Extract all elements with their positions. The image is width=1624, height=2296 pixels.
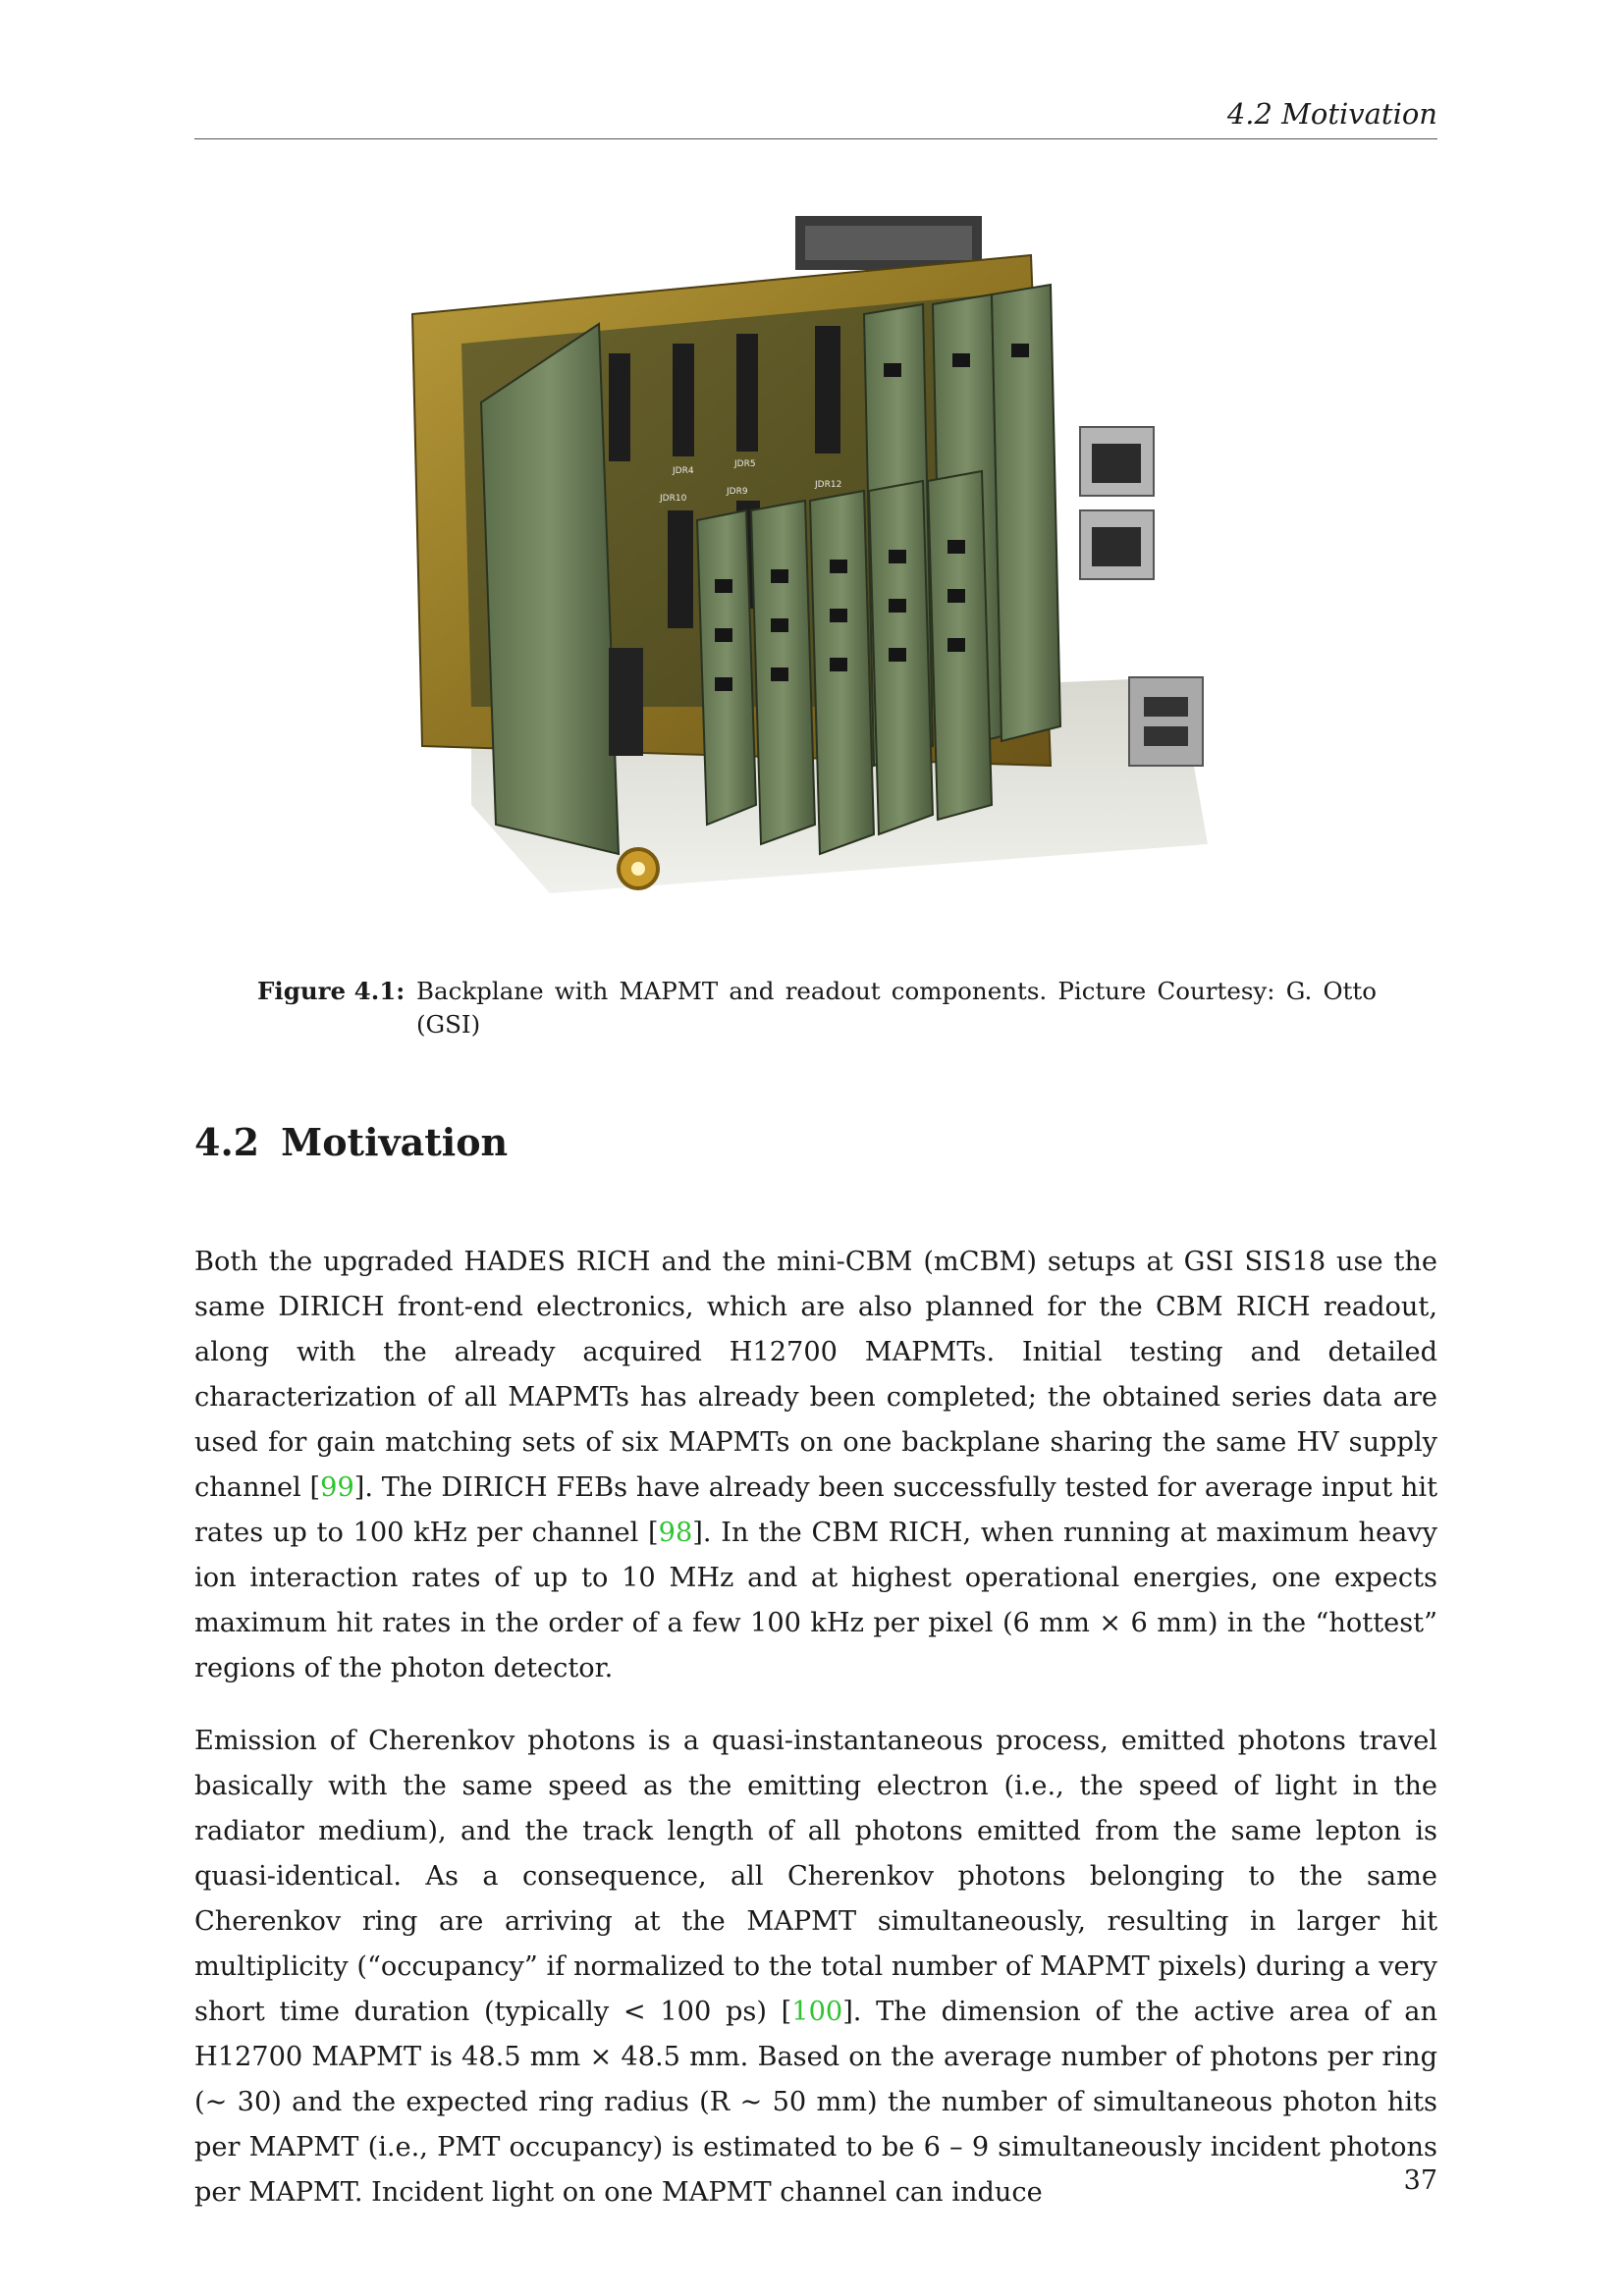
ethernet-ports [1080,427,1154,579]
citation-link[interactable]: 98 [658,1518,693,1548]
figure-photo-backplane [403,216,1235,923]
left-side-board [481,324,619,854]
paragraph-2 [194,1719,1437,2216]
running-header: 4.2 Motivation [1226,97,1437,131]
figure-caption-text: Backplane with MAPMT and readout components. Picture Courtesy: G. Otto (GSI) [416,977,1377,1039]
page-number: 37 [1403,2165,1437,2196]
section-title-text: Motivation [281,1120,509,1164]
paragraph-1 [194,1240,1437,1691]
power-connector [609,648,643,756]
paragraph-1-part-b: ]. The DIRICH FEBs have already been successfully tested for average input hit rates up to 100 kHz per channel [ [194,1472,1437,1548]
paragraph-2-part-a: Emission of Cherenkov photons is a quasi-instantaneous process, emitted photons travel basically with the same speed as the emitting electron (i.e., the speed of light in the radiator medium), and the track length of all photons emitted from the same lepton is quasi-identical. As a consequence, all Cherenkov photons belonging to the same Cherenkov ring are arriving at the MAPMT simultaneously, resulting in larger hit multiplicity (“occupancy” if normalized to the total number of MAPMT pixels) during a very short time duration (typically < 100 ps) [ [194,1726,1437,2027]
paragraph-1-part-a: Both the upgraded HADES RICH and the mini-CBM (mCBM) setups at GSI SIS18 use the same DIRICH front-end electronics, which are also planned for the CBM RICH readout, along with the already acquired H12700 MAPMTs. Initial testing and detailed characterization of all MAPMTs has already been completed; the obtained series data are used for gain matching sets of six MAPMTs on one backplane sharing the same HV supply channel [ [194,1247,1437,1503]
paragraph-2-part-b: ]. The dimension of the active area of an H12700 MAPMT is 48.5 mm × 48.5 mm. Based on the average number of photons per ring (∼ 30) and the expected ring radius (R ∼ 50 mm) the number of simultaneous photon hits per MAPMT (i.e., PMT occupancy) is estimated to be 6 – 9 simultaneously incident photons per MAPMT. Incident light on one MAPMT channel can induce [194,1997,1437,2208]
backplane-illustration [403,216,1235,923]
connector-label-1: JDR4 [673,466,694,476]
citation-link[interactable]: 100 [791,1997,843,2027]
sfp-module [1129,677,1203,766]
figure-label: Figure 4.1: [257,977,406,1005]
figure-caption [257,975,1377,1041]
citation-link[interactable]: 99 [320,1472,354,1503]
section-heading [194,1120,508,1165]
body-text [194,1240,1437,2243]
section-number: 4.2 [194,1120,260,1164]
paragraph-1-part-c: ]. In the CBM RICH, when running at maximum heavy ion interaction rates of up to 10 MHz and at highest operational energies, one expects maximum hit rates in the order of a few 100 kHz per pixel (6 mm × 6 mm) in the “hottest” regions of the photon detector. [194,1518,1437,1683]
header-rule [194,138,1437,139]
connector-label-5: JDR12 [815,480,842,490]
connector-label-2: JDR5 [734,459,756,469]
connector-label-3: JDR10 [660,494,687,504]
connector-label-4: JDR9 [727,487,748,497]
